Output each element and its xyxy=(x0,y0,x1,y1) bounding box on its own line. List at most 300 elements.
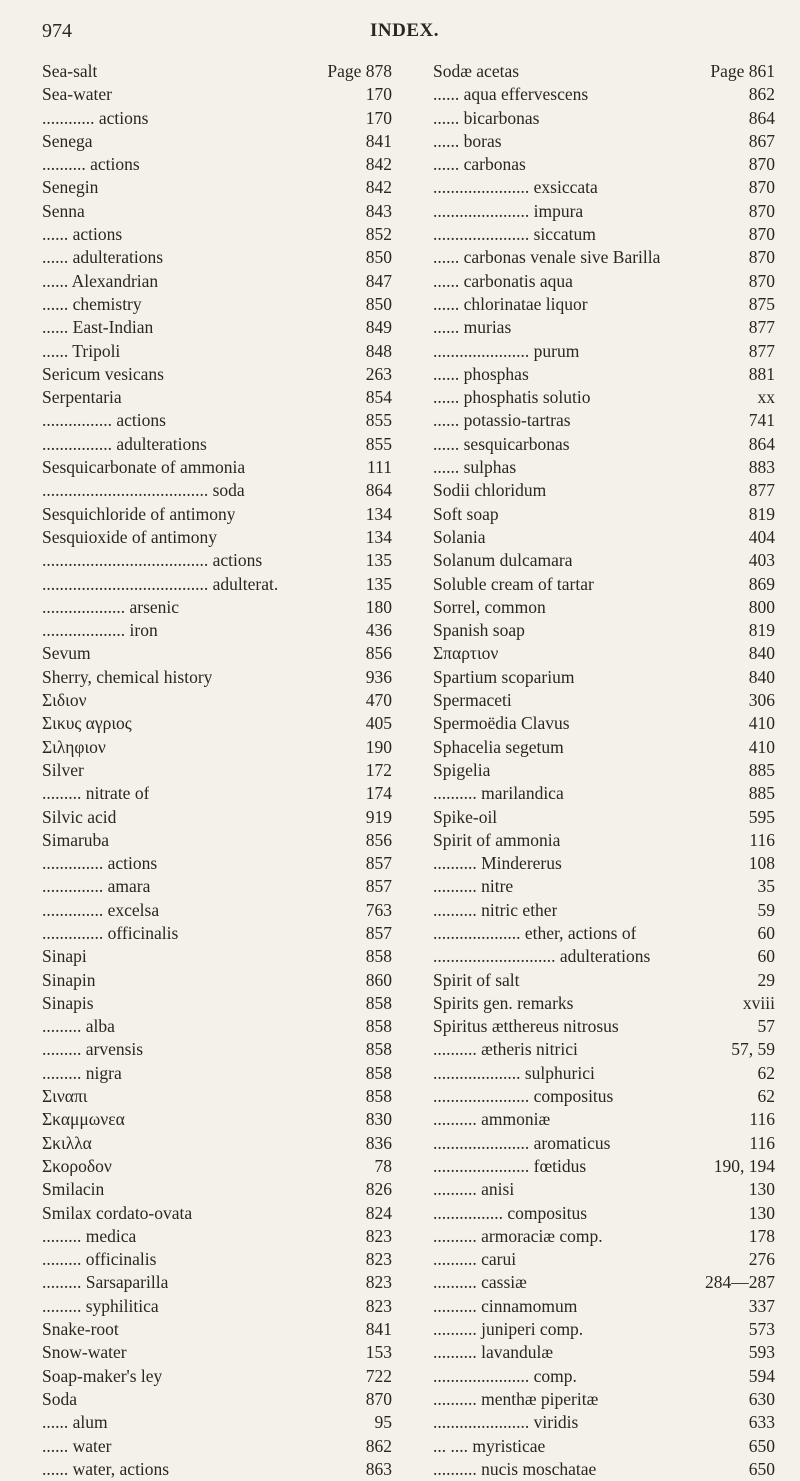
index-page-ref: 595 xyxy=(748,806,775,827)
index-term: ............ actions xyxy=(42,107,149,128)
index-page-ref: 849 xyxy=(365,317,392,338)
index-page-ref: 573 xyxy=(748,1319,775,1340)
index-entry xyxy=(433,200,775,223)
index-entry xyxy=(433,1435,775,1458)
index-entry xyxy=(433,363,775,386)
index-term: .............. amara xyxy=(42,876,151,897)
index-entry xyxy=(42,992,392,1015)
index-term: Snake-root xyxy=(42,1319,119,1340)
index-page-ref: 826 xyxy=(365,1179,392,1200)
index-page-ref: 800 xyxy=(748,596,775,617)
index-entry xyxy=(433,1062,775,1085)
index-term: ...... actions xyxy=(42,224,123,245)
index-entry xyxy=(433,340,775,363)
index-page-ref: 877 xyxy=(748,317,775,338)
index-page-ref: 763 xyxy=(365,899,392,920)
index-term: Sesquichloride of antimony xyxy=(42,503,236,524)
index-term: ...................................... adulterat. xyxy=(42,573,279,594)
index-term: Sesquicarbonate of ammonia xyxy=(42,457,246,478)
index-entry xyxy=(42,1341,392,1364)
index-page-ref: 841 xyxy=(365,1319,392,1340)
index-entry xyxy=(433,1155,775,1178)
index-term: Spike-oil xyxy=(433,806,498,827)
index-term: ......... syphilitica xyxy=(42,1295,159,1316)
index-term: ...... carbonas venale sive Barilla xyxy=(433,247,661,268)
index-page-ref: 337 xyxy=(748,1295,775,1316)
index-entry xyxy=(42,666,392,689)
index-term: Senega xyxy=(42,130,93,151)
index-term: Spartium scoparium xyxy=(433,666,575,687)
index-term: .......... ætheris nitrici xyxy=(433,1039,578,1060)
index-term: Sea-water xyxy=(42,84,112,105)
index-term: Senegin xyxy=(42,177,99,198)
index-page-ref: 850 xyxy=(365,247,392,268)
index-page-ref: 134 xyxy=(365,503,392,524)
index-entry xyxy=(433,503,775,526)
index-page-ref: 116 xyxy=(749,1109,775,1130)
index-term: ...... phosphatis solutio xyxy=(433,387,591,408)
index-entry xyxy=(433,1015,775,1038)
index-term: ................... iron xyxy=(42,620,158,641)
index-page-ref: 870 xyxy=(748,154,775,175)
index-page-ref: 919 xyxy=(365,806,392,827)
index-page-ref: 135 xyxy=(365,550,392,571)
index-entry xyxy=(433,1295,775,1318)
index-term: ...... water, actions xyxy=(42,1458,170,1479)
index-term: ......... medica xyxy=(42,1225,137,1246)
index-page-ref: 174 xyxy=(365,783,392,804)
index-entry xyxy=(433,1178,775,1201)
index-term: .......... cinnamomum xyxy=(433,1295,578,1316)
index-entry xyxy=(433,479,775,502)
index-page-ref: 860 xyxy=(365,969,392,990)
index-page-ref: 870 xyxy=(365,1388,392,1409)
index-term: ...... sulphas xyxy=(433,457,517,478)
index-entry xyxy=(433,293,775,316)
index-entry xyxy=(433,456,775,479)
index-page-ref: 862 xyxy=(748,84,775,105)
index-entry xyxy=(433,246,775,269)
index-term: ...................................... soda xyxy=(42,480,245,501)
index-entry xyxy=(42,1178,392,1201)
index-term: ......... arvensis xyxy=(42,1039,144,1060)
index-entry xyxy=(42,223,392,246)
index-page-ref: 111 xyxy=(367,457,392,478)
index-entry xyxy=(42,270,392,293)
index-page-ref: 284—287 xyxy=(705,1272,775,1293)
index-term: Spiritus ætthereus nitrosus xyxy=(433,1016,619,1037)
index-page-ref: 62 xyxy=(757,1062,775,1083)
index-entry xyxy=(42,1248,392,1271)
index-term: Soda xyxy=(42,1388,77,1409)
index-entry xyxy=(433,875,775,898)
index-page-ref: 180 xyxy=(365,596,392,617)
index-page-ref: 830 xyxy=(365,1109,392,1130)
index-term: Spermaceti xyxy=(433,690,512,711)
index-page-ref: 190, 194 xyxy=(713,1155,775,1176)
index-term: .......... ammoniæ xyxy=(433,1109,551,1130)
index-page-ref: 306 xyxy=(748,690,775,711)
index-entry xyxy=(42,456,392,479)
index-page-ref: 936 xyxy=(365,666,392,687)
index-entry xyxy=(42,573,392,596)
index-page-ref: 850 xyxy=(365,293,392,314)
index-term: Solanum dulcamara xyxy=(433,550,573,571)
index-entry xyxy=(433,1388,775,1411)
index-page-ref: 59 xyxy=(757,899,775,920)
index-term: ............................ adulterations xyxy=(433,946,651,967)
index-term: Soap-maker's ley xyxy=(42,1365,163,1386)
index-entry xyxy=(42,549,392,572)
index-page-ref: 836 xyxy=(365,1132,392,1153)
index-page-ref: 841 xyxy=(365,130,392,151)
index-term: ...................... impura xyxy=(433,200,584,221)
index-entry xyxy=(433,1458,775,1481)
index-page-ref: 852 xyxy=(365,224,392,245)
index-page-ref: 60 xyxy=(757,922,775,943)
index-page-ref: 403 xyxy=(748,550,775,571)
index-term: ...... Tripoli xyxy=(42,340,121,361)
index-term: Sphacelia segetum xyxy=(433,736,564,757)
index-entry xyxy=(433,1271,775,1294)
index-term: ...... carbonas xyxy=(433,154,526,175)
index-entry xyxy=(42,596,392,619)
index-entry xyxy=(42,1458,392,1481)
index-entry xyxy=(433,386,775,409)
index-page-ref: 436 xyxy=(365,620,392,641)
index-term: .......... actions xyxy=(42,154,140,175)
index-term: ...................... aromaticus xyxy=(433,1132,611,1153)
index-term: Sinapis xyxy=(42,992,94,1013)
index-page-ref: 858 xyxy=(365,992,392,1013)
index-term: .......... nitre xyxy=(433,876,514,897)
index-entry xyxy=(42,1085,392,1108)
index-page-ref: 885 xyxy=(748,759,775,780)
index-term: .......... anisi xyxy=(433,1179,515,1200)
index-entry xyxy=(42,386,392,409)
index-page-ref: 885 xyxy=(748,783,775,804)
index-column-left xyxy=(42,60,392,1481)
index-entry xyxy=(433,712,775,735)
index-term: ...... water xyxy=(42,1435,112,1456)
index-page-ref: 405 xyxy=(365,713,392,734)
index-term: ................ adulterations xyxy=(42,433,207,454)
index-entry xyxy=(42,340,392,363)
index-term: ...... alum xyxy=(42,1412,108,1433)
index-term: ...... aqua effervescens xyxy=(433,84,589,105)
index-entry xyxy=(42,176,392,199)
index-term: Sevum xyxy=(42,643,91,664)
index-term: Σκαμμωνεα xyxy=(42,1109,125,1130)
index-term: ...... potassio-tartras xyxy=(433,410,571,431)
index-term: Senna xyxy=(42,200,85,221)
index-page-ref: 858 xyxy=(365,1039,392,1060)
index-entry xyxy=(433,1411,775,1434)
index-entry xyxy=(433,1225,775,1248)
index-page-ref: 864 xyxy=(748,107,775,128)
index-entry xyxy=(42,130,392,153)
index-entry xyxy=(42,759,392,782)
index-term: .......... nucis moschatae xyxy=(433,1458,597,1479)
index-page-ref: 130 xyxy=(748,1202,775,1223)
index-entry xyxy=(42,1318,392,1341)
index-page-ref: 819 xyxy=(748,620,775,641)
index-page-ref: 35 xyxy=(757,876,775,897)
index-term: Sinapin xyxy=(42,969,96,990)
index-entry xyxy=(433,619,775,642)
index-entry xyxy=(42,503,392,526)
index-term: ...................... siccatum xyxy=(433,224,596,245)
index-term: ...................... fœtidus xyxy=(433,1155,587,1176)
index-entry xyxy=(433,945,775,968)
index-term: Σιδιον xyxy=(42,690,87,711)
index-term: ......... nigra xyxy=(42,1062,122,1083)
index-page-ref: 842 xyxy=(365,177,392,198)
index-term: ...... chlorinatae liquor xyxy=(433,293,588,314)
index-page-ref: 854 xyxy=(365,387,392,408)
index-term: Sesquioxide of antimony xyxy=(42,526,217,547)
index-entry xyxy=(42,107,392,130)
index-page-ref: Page 861 xyxy=(710,61,775,81)
index-entry xyxy=(433,83,775,106)
index-page-ref: 875 xyxy=(748,293,775,314)
index-entry xyxy=(433,223,775,246)
index-page-ref: 870 xyxy=(748,177,775,198)
index-entry xyxy=(42,852,392,875)
index-page-ref: 630 xyxy=(748,1388,775,1409)
index-entry xyxy=(42,1038,392,1061)
index-term: Smilacin xyxy=(42,1179,105,1200)
index-entry xyxy=(42,1295,392,1318)
index-page-ref: 870 xyxy=(748,200,775,221)
index-term: Sodii chloridum xyxy=(433,480,547,501)
index-entry xyxy=(433,573,775,596)
index-page-ref: 877 xyxy=(748,340,775,361)
index-page-ref: 855 xyxy=(365,433,392,454)
index-entry xyxy=(433,526,775,549)
index-entry xyxy=(433,409,775,432)
index-term: .......... lavandulæ xyxy=(433,1342,554,1363)
index-entry xyxy=(42,153,392,176)
index-page-ref: 410 xyxy=(748,736,775,757)
index-page-ref: 135 xyxy=(365,573,392,594)
index-term: Sodæ acetas xyxy=(433,61,520,81)
index-entry xyxy=(42,922,392,945)
index-term: ................ compositus xyxy=(433,1202,588,1223)
index-term: Sinapi xyxy=(42,946,87,967)
index-page-ref: 178 xyxy=(748,1225,775,1246)
index-term: ...................... compositus xyxy=(433,1086,614,1107)
index-term: Σπαρτιον xyxy=(433,643,499,664)
index-page-ref: 470 xyxy=(365,690,392,711)
index-page-ref: 29 xyxy=(757,969,775,990)
index-entry xyxy=(433,176,775,199)
index-page-ref: 856 xyxy=(365,643,392,664)
index-term: Serpentaria xyxy=(42,387,122,408)
index-term: ...... adulterations xyxy=(42,247,164,268)
index-entry xyxy=(433,107,775,130)
index-term: ...................... exsiccata xyxy=(433,177,598,198)
index-term: Silvic acid xyxy=(42,806,117,827)
index-entry xyxy=(433,899,775,922)
index-entry xyxy=(42,409,392,432)
index-page-ref: 823 xyxy=(365,1295,392,1316)
index-entry xyxy=(433,1085,775,1108)
index-term: .............. actions xyxy=(42,853,158,874)
index-entry xyxy=(433,736,775,759)
index-page-ref: 823 xyxy=(365,1225,392,1246)
index-entry xyxy=(42,246,392,269)
index-entry xyxy=(42,619,392,642)
index-entry xyxy=(42,875,392,898)
index-page-ref: 593 xyxy=(748,1342,775,1363)
index-term: .............. excelsa xyxy=(42,899,160,920)
index-term: Silver xyxy=(42,759,84,780)
index-entry xyxy=(433,316,775,339)
index-page-ref: 62 xyxy=(757,1086,775,1107)
index-term: Soft soap xyxy=(433,503,499,524)
index-term: .......... menthæ piperitæ xyxy=(433,1388,599,1409)
index-term: Smilax cordato-ovata xyxy=(42,1202,193,1223)
index-page-ref: xx xyxy=(757,387,775,408)
index-term: .............. officinalis xyxy=(42,922,179,943)
index-term: ...... boras xyxy=(433,130,502,151)
index-term: Σιληφιον xyxy=(42,736,106,757)
index-page-ref: 741 xyxy=(748,410,775,431)
index-term: .......... juniperi comp. xyxy=(433,1319,584,1340)
index-page-ref: 263 xyxy=(365,363,392,384)
index-term: ...................... viridis xyxy=(433,1412,579,1433)
index-term: Spanish soap xyxy=(433,620,525,641)
index-page-ref: 116 xyxy=(749,1132,775,1153)
index-entry xyxy=(433,549,775,572)
index-page-ref: 153 xyxy=(365,1342,392,1363)
index-entry xyxy=(42,736,392,759)
index-entry xyxy=(42,433,392,456)
index-entry xyxy=(433,130,775,153)
index-page-ref: 870 xyxy=(748,247,775,268)
index-entry xyxy=(42,829,392,852)
index-page-ref: 870 xyxy=(748,270,775,291)
index-entry xyxy=(42,899,392,922)
index-page-ref: 404 xyxy=(748,526,775,547)
index-term: .......... Mindererus xyxy=(433,853,562,874)
index-entry xyxy=(433,782,775,805)
index-term: ................ actions xyxy=(42,410,166,431)
index-term: ................... arsenic xyxy=(42,596,180,617)
index-term: .......... carui xyxy=(433,1249,517,1270)
index-page-ref: 650 xyxy=(748,1458,775,1479)
index-term: ...... murias xyxy=(433,317,512,338)
index-entry xyxy=(433,689,775,712)
index-page-ref: 857 xyxy=(365,876,392,897)
index-entry xyxy=(433,1365,775,1388)
index-entry xyxy=(42,200,392,223)
index-page-ref: 869 xyxy=(748,573,775,594)
index-page-ref: 855 xyxy=(365,410,392,431)
index-entry xyxy=(42,945,392,968)
index-page-ref: 857 xyxy=(365,853,392,874)
index-entry xyxy=(42,969,392,992)
index-entry xyxy=(433,992,775,1015)
index-page-ref: 847 xyxy=(365,270,392,291)
index-term: Snow-water xyxy=(42,1342,127,1363)
index-page-ref: 864 xyxy=(748,433,775,454)
index-page-ref: 108 xyxy=(748,853,775,874)
index-term: Spermoëdia Clavus xyxy=(433,713,570,734)
index-entry xyxy=(42,363,392,386)
index-entry xyxy=(433,642,775,665)
index-page-ref: 864 xyxy=(365,480,392,501)
index-page-ref: 722 xyxy=(365,1365,392,1386)
index-term: ......... officinalis xyxy=(42,1249,157,1270)
index-term: ...................................... actions xyxy=(42,550,263,571)
index-entry xyxy=(433,759,775,782)
index-term: ...................... purum xyxy=(433,340,580,361)
index-entry xyxy=(42,316,392,339)
index-page-ref: 116 xyxy=(749,829,775,850)
index-entry xyxy=(433,852,775,875)
index-term: Spirit of salt xyxy=(433,969,520,990)
index-page-ref: 824 xyxy=(365,1202,392,1223)
index-page-ref: 170 xyxy=(365,107,392,128)
index-entry xyxy=(433,1341,775,1364)
index-entry xyxy=(42,1132,392,1155)
index-term: Σιναπι xyxy=(42,1086,88,1107)
index-entry xyxy=(42,1365,392,1388)
index-entry xyxy=(433,969,775,992)
index-page-ref: 883 xyxy=(748,457,775,478)
index-page-ref: 840 xyxy=(748,643,775,664)
index-page-ref: 130 xyxy=(748,1179,775,1200)
index-page-ref: 862 xyxy=(365,1435,392,1456)
index-page-ref: 410 xyxy=(748,713,775,734)
running-head: INDEX. xyxy=(370,20,439,41)
index-page-ref: 848 xyxy=(365,340,392,361)
index-term: Simaruba xyxy=(42,829,110,850)
index-entry xyxy=(433,666,775,689)
index-entry xyxy=(433,1202,775,1225)
index-column-right xyxy=(433,60,775,1481)
index-term: ...... bicarbonas xyxy=(433,107,540,128)
index-entry xyxy=(42,1202,392,1225)
index-page-ref: 858 xyxy=(365,1016,392,1037)
index-page-ref: 867 xyxy=(748,130,775,151)
index-entry xyxy=(42,293,392,316)
index-page-ref: 134 xyxy=(365,526,392,547)
index-term: ...... Alexandrian xyxy=(42,270,159,291)
index-term: Soluble cream of tartar xyxy=(433,573,594,594)
index-entry xyxy=(42,1108,392,1131)
index-term: .......... armoraciæ comp. xyxy=(433,1225,603,1246)
index-term: ...................... comp. xyxy=(433,1365,577,1386)
index-page-ref: 170 xyxy=(365,84,392,105)
index-entry xyxy=(42,1271,392,1294)
index-page-ref: 57, 59 xyxy=(731,1039,775,1060)
index-entry xyxy=(42,1411,392,1434)
index-term: ... .... myristicae xyxy=(433,1435,546,1456)
index-term: .................... ether, actions of xyxy=(433,922,637,943)
index-entry xyxy=(433,433,775,456)
index-term: Spirit of ammonia xyxy=(433,829,561,850)
index-entry xyxy=(42,479,392,502)
index-page-ref: 650 xyxy=(748,1435,775,1456)
index-page-ref: 172 xyxy=(365,759,392,780)
page-number: 974 xyxy=(42,20,72,42)
index-entry xyxy=(433,1248,775,1271)
index-entry xyxy=(42,806,392,829)
index-entry xyxy=(433,596,775,619)
